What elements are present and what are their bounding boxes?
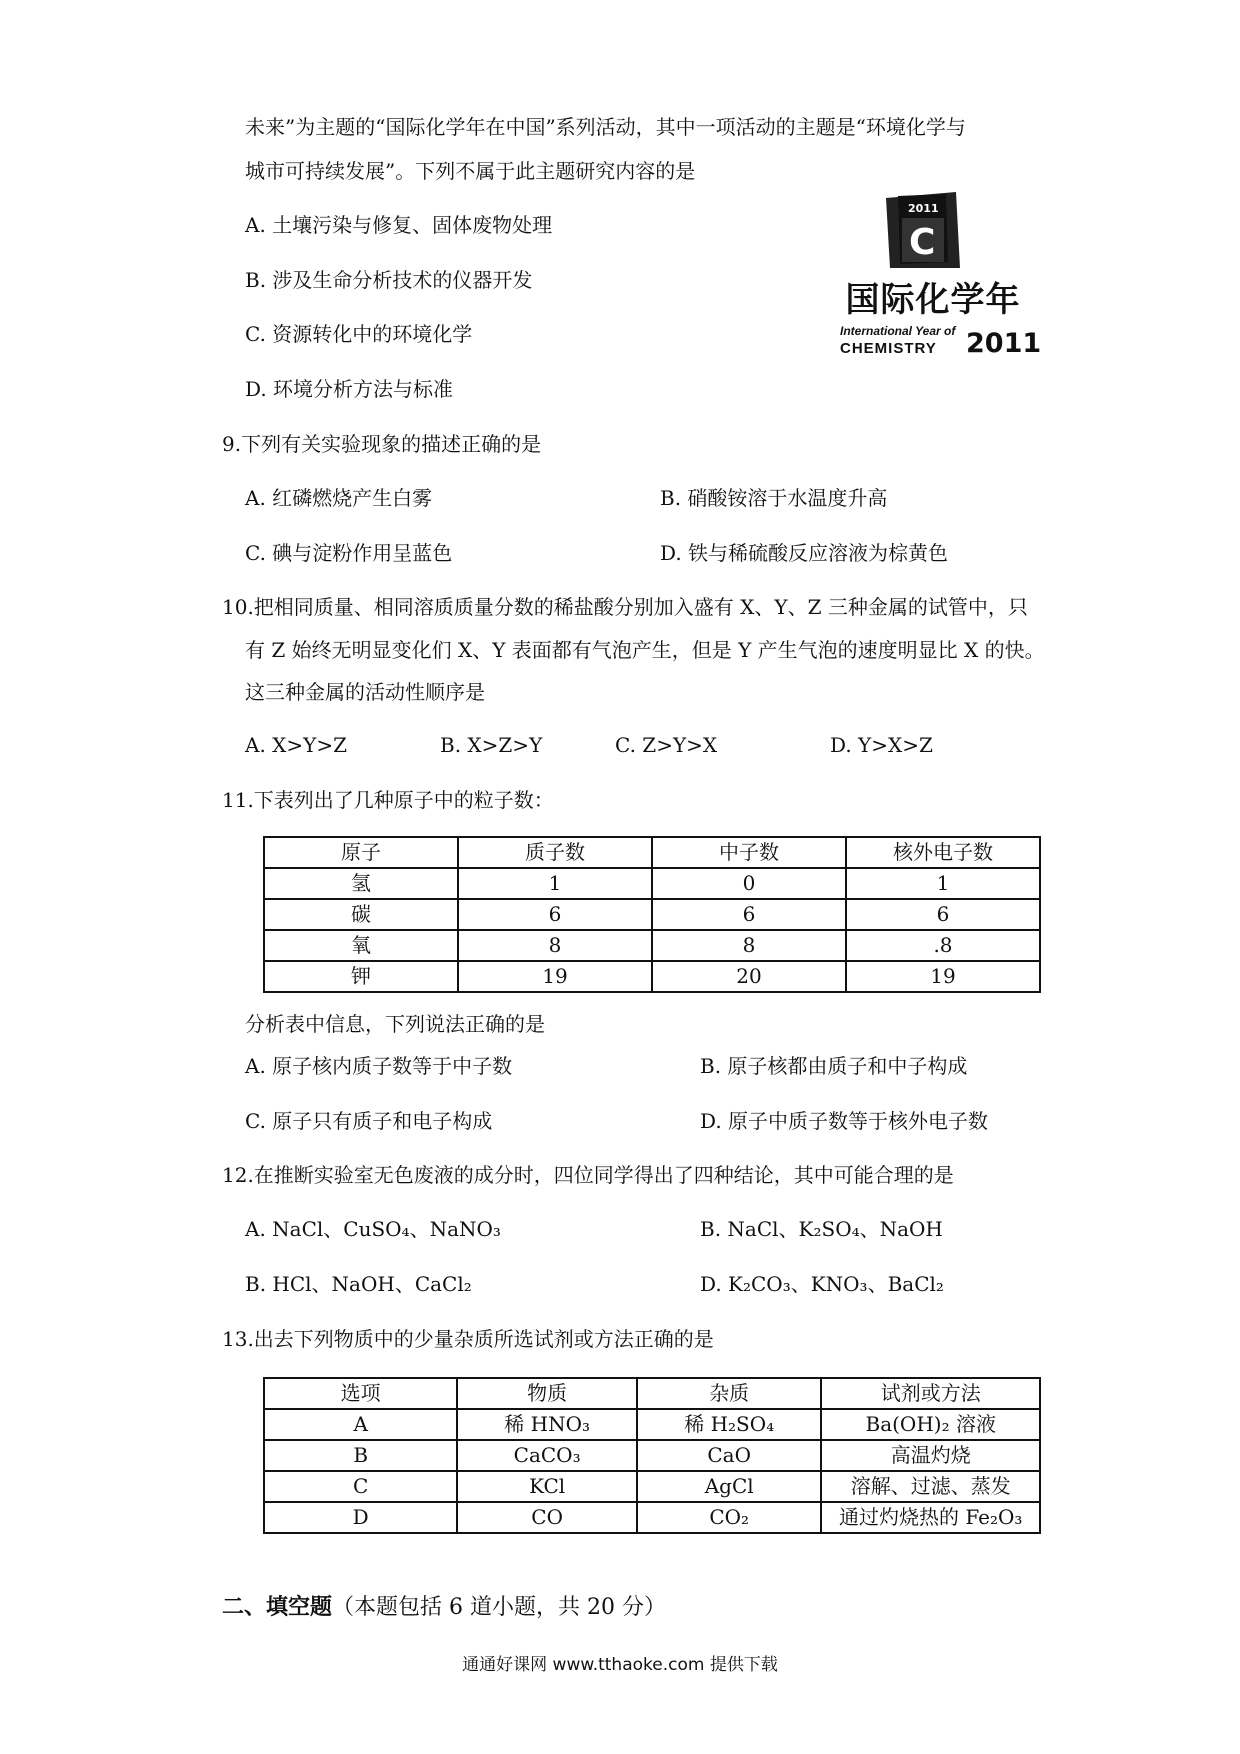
q12-option-c: B. HCl、NaOH、CaCl₂ xyxy=(245,1272,472,1296)
table-cell: 碳 xyxy=(264,899,458,930)
table-cell: 8 xyxy=(652,930,846,961)
q9-option-c: C. 碘与淀粉作用呈蓝色 xyxy=(245,541,453,565)
table-cell: CO₂ xyxy=(637,1502,822,1533)
table-row xyxy=(264,1471,1040,1502)
table-header-cell: 中子数 xyxy=(652,837,846,868)
q10-option-b: B. X>Z>Y xyxy=(440,733,543,757)
table-cell: 1 xyxy=(458,868,652,899)
q10-stem-line2: 有 Z 始终无明显变化们 X、Y 表面都有气泡产生，但是 Y 产生气泡的速度明显比 X 的快。 xyxy=(245,638,1045,662)
table-header-cell: 杂质 xyxy=(637,1378,822,1409)
q8-option-a: A. 土壤污染与修复、固体废物处理 xyxy=(245,213,553,237)
page-footer: 通通好课网 www.tthaoke.com 提供下载 xyxy=(462,1655,778,1675)
logo-en-line2: CHEMISTRY xyxy=(840,340,937,357)
q12-option-b: B. NaCl、K₂SO₄、NaOH xyxy=(700,1217,943,1241)
table-row xyxy=(264,1409,1040,1440)
calendar-year-label: 2011 xyxy=(908,202,939,215)
table-row xyxy=(264,1502,1040,1533)
chemistry-year-logo xyxy=(838,190,1042,365)
table-header-cell: 原子 xyxy=(264,837,458,868)
q8-stem-line1: 未来”为主题的“国际化学年在中国”系列活动，其中一项活动的主题是“环境化学与 xyxy=(245,115,966,139)
table-header-row xyxy=(264,837,1040,868)
table-cell: 19 xyxy=(846,961,1040,992)
table-cell: 稀 H₂SO₄ xyxy=(637,1409,822,1440)
q12-option-d: D. K₂CO₃、KNO₃、BaCl₂ xyxy=(700,1272,944,1296)
q9-option-b: B. 硝酸铵溶于水温度升高 xyxy=(660,486,888,510)
table-cell: CO xyxy=(457,1502,637,1533)
calendar-icon xyxy=(838,190,1028,270)
table-cell: 通过灼烧热的 Fe₂O₃ xyxy=(821,1502,1040,1533)
q13-stem: 13.出去下列物质中的少量杂质所选试剂或方法正确的是 xyxy=(222,1327,714,1351)
section-heading xyxy=(222,1590,666,1621)
q13-impurity-table xyxy=(263,1377,1041,1534)
table-cell: AgCl xyxy=(637,1471,822,1502)
table-header-cell: 物质 xyxy=(457,1378,637,1409)
q11-option-c: C. 原子只有质子和电子构成 xyxy=(245,1109,493,1133)
q11-option-b: B. 原子核都由质子和中子构成 xyxy=(700,1054,968,1078)
table-cell: 钾 xyxy=(264,961,458,992)
table-cell: 8 xyxy=(458,930,652,961)
q9-option-a: A. 红磷燃烧产生白雾 xyxy=(245,486,433,510)
table-cell: A xyxy=(264,1409,457,1440)
table-cell: .8 xyxy=(846,930,1040,961)
table-row xyxy=(264,899,1040,930)
table-cell: B xyxy=(264,1440,457,1471)
q11-question: 分析表中信息，下列说法正确的是 xyxy=(245,1012,545,1036)
q8-option-c: C. 资源转化中的环境化学 xyxy=(245,322,473,346)
table-cell: CaCO₃ xyxy=(457,1440,637,1471)
q12-stem: 12.在推断实验室无色废液的成分时，四位同学得出了四种结论，其中可能合理的是 xyxy=(222,1163,954,1187)
table-cell: 0 xyxy=(652,868,846,899)
table-header-row xyxy=(264,1378,1040,1409)
table-cell: 氢 xyxy=(264,868,458,899)
section-note: （本题包括 6 道小题，共 20 分） xyxy=(332,1595,666,1620)
table-row xyxy=(264,868,1040,899)
q9-option-d: D. 铁与稀硫酸反应溶液为棕黄色 xyxy=(660,541,949,565)
table-row xyxy=(264,1440,1040,1471)
table-header-cell: 核外电子数 xyxy=(846,837,1040,868)
q10-option-c: C. Z>Y>X xyxy=(615,733,718,757)
table-header-cell: 选项 xyxy=(264,1378,457,1409)
q10-option-d: D. Y>X>Z xyxy=(830,733,933,757)
q10-stem-line3: 这三种金属的活动性顺序是 xyxy=(245,680,485,704)
q11-option-a: A. 原子核内质子数等于中子数 xyxy=(245,1054,513,1078)
table-cell: 6 xyxy=(846,899,1040,930)
table-cell: 稀 HNO₃ xyxy=(457,1409,637,1440)
q8-stem-line2: 城市可持续发展”。下列不属于此主题研究内容的是 xyxy=(245,159,696,183)
logo-cn-title: 国际化学年 xyxy=(845,280,1021,320)
table-cell: Ba(OH)₂ 溶液 xyxy=(821,1409,1040,1440)
logo-en-line1: International Year of xyxy=(840,324,956,338)
table-cell: CaO xyxy=(637,1440,822,1471)
table-cell: 1 xyxy=(846,868,1040,899)
q10-option-a: A. X>Y>Z xyxy=(245,733,348,757)
table-cell: 6 xyxy=(652,899,846,930)
logo-year: 2011 xyxy=(966,328,1042,359)
q12-option-a: A. NaCl、CuSO₄、NaNO₃ xyxy=(245,1217,501,1241)
q8-option-b: B. 涉及生命分析技术的仪器开发 xyxy=(245,268,533,292)
table-cell: 20 xyxy=(652,961,846,992)
table-header-cell: 试剂或方法 xyxy=(821,1378,1040,1409)
q9-stem: 9.下列有关实验现象的描述正确的是 xyxy=(222,432,542,456)
table-row xyxy=(264,930,1040,961)
table-row xyxy=(264,961,1040,992)
q11-stem: 11.下表列出了几种原子中的粒子数： xyxy=(222,788,554,812)
table-header-cell: 质子数 xyxy=(458,837,652,868)
q10-stem-line1: 10.把相同质量、相同溶质质量分数的稀盐酸分别加入盛有 X、Y、Z 三种金属的试管中，只 xyxy=(222,595,1028,619)
q11-atom-table xyxy=(263,836,1041,993)
q11-option-d: D. 原子中质子数等于核外电子数 xyxy=(700,1109,989,1133)
table-cell: KCl xyxy=(457,1471,637,1502)
table-cell: 6 xyxy=(458,899,652,930)
calendar-letter: C xyxy=(909,222,936,263)
table-cell: 高温灼烧 xyxy=(821,1440,1040,1471)
q8-option-d: D. 环境分析方法与标准 xyxy=(245,377,454,401)
table-cell: 19 xyxy=(458,961,652,992)
table-cell: C xyxy=(264,1471,457,1502)
table-cell: 溶解、过滤、蒸发 xyxy=(821,1471,1040,1502)
section-title: 二、填空题 xyxy=(222,1595,333,1620)
table-cell: 氧 xyxy=(264,930,458,961)
table-cell: D xyxy=(264,1502,457,1533)
